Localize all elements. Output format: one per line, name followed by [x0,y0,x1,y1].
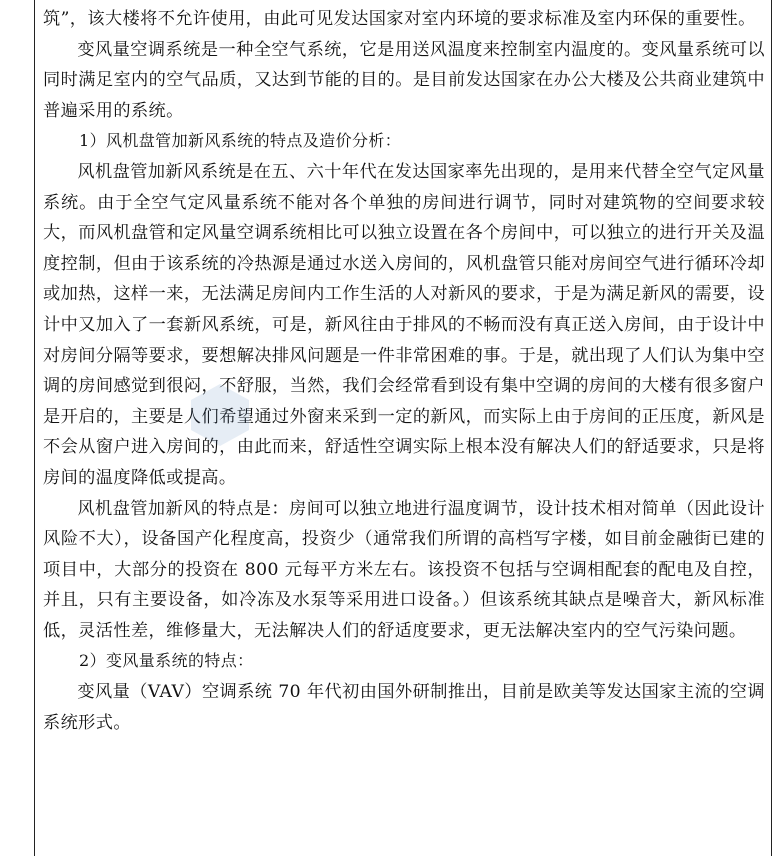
paragraph-vav-intro: 变风量空调系统是一种全空气系统，它是用送风温度来控制室内温度的。变风量系统可以同时满足室内的空气品质，又达到节能的目的。是目前发达国家在办公大楼及公共商业建筑中普遍采用的系统。 [43,39,765,121]
section-heading-2: 2）变风量系统的特点： [79,651,254,671]
paragraph-vav-origin: 变风量（VAV）空调系统 70 年代初由国外研制推出，目前是欧美等发达国家主流的空调系统形式。 [43,682,765,733]
watermark-logo-icon [185,380,255,450]
paragraph-fan-coil-features: 风机盘管加新风的特点是：房间可以独立地进行温度调节，设计技术相对简单（因此设计风险不大），设备国产化程度高，投资少（通常我们所谓的高档写字楼，如目前金融街已建的项目中，大部分的投资在 800 元每平方米左右。该投资不包括与空调相配套的配电及自控，并且，只有主要设备，如冷冻及水泵等采用进口设备。）但该系统其缺点是噪音大，新风标准低，灵活性差，维修量大，无法解决人们的舒适度要求，更无法解决室内的空气污染问题。 [43,498,765,641]
paragraph-fragment: 筑”，该大楼将不允许使用，由此可见发达国家对室内环境的要求标准及室内环保的重要性。 [43,9,756,29]
paragraph-fan-coil-history: 风机盘管加新风系统是在五、六十年代在发达国家率先出现的，是用来代替全空气定风量系统。由于全空气定风量系统不能对各个单独的房间进行调节，同时对建筑物的空间要求较大，而风机盘管和定风量空调系统相比可以独立设置在各个房间中，可以独立的进行开关及温度控制，但由于该系统的冷热源是通过水送入房间的，风机盘管只能对房间空气进行循环冷却或加热，这样一来，无法满足房间内工作生活的人对新风的要求，于是为满足新风的需要，设计中又加入了一套新风系统，可是，新风往由于排风的不畅而没有真正送入房间，由于设计中对房间分隔等要求，要想解决排风问题是一件非常困难的事。于是，就出现了人们认为集中空调的房间感觉到很闷，不舒服，当然，我们会经常看到设有集中空调的房间的大楼有很多窗户是开启的，主要是人们希望通过外窗来采到一定的新风，而实际上由于房间的正压度，新风是不会从窗户进入房间的，由此而来，舒适性空调实际上根本没有解决人们的舒适要求，只是将房间的温度降低或提高。 [43,161,765,488]
document-page [34,0,772,856]
section-heading-1: 1）风机盘管加新风系统的特点及造价分析： [79,131,402,151]
